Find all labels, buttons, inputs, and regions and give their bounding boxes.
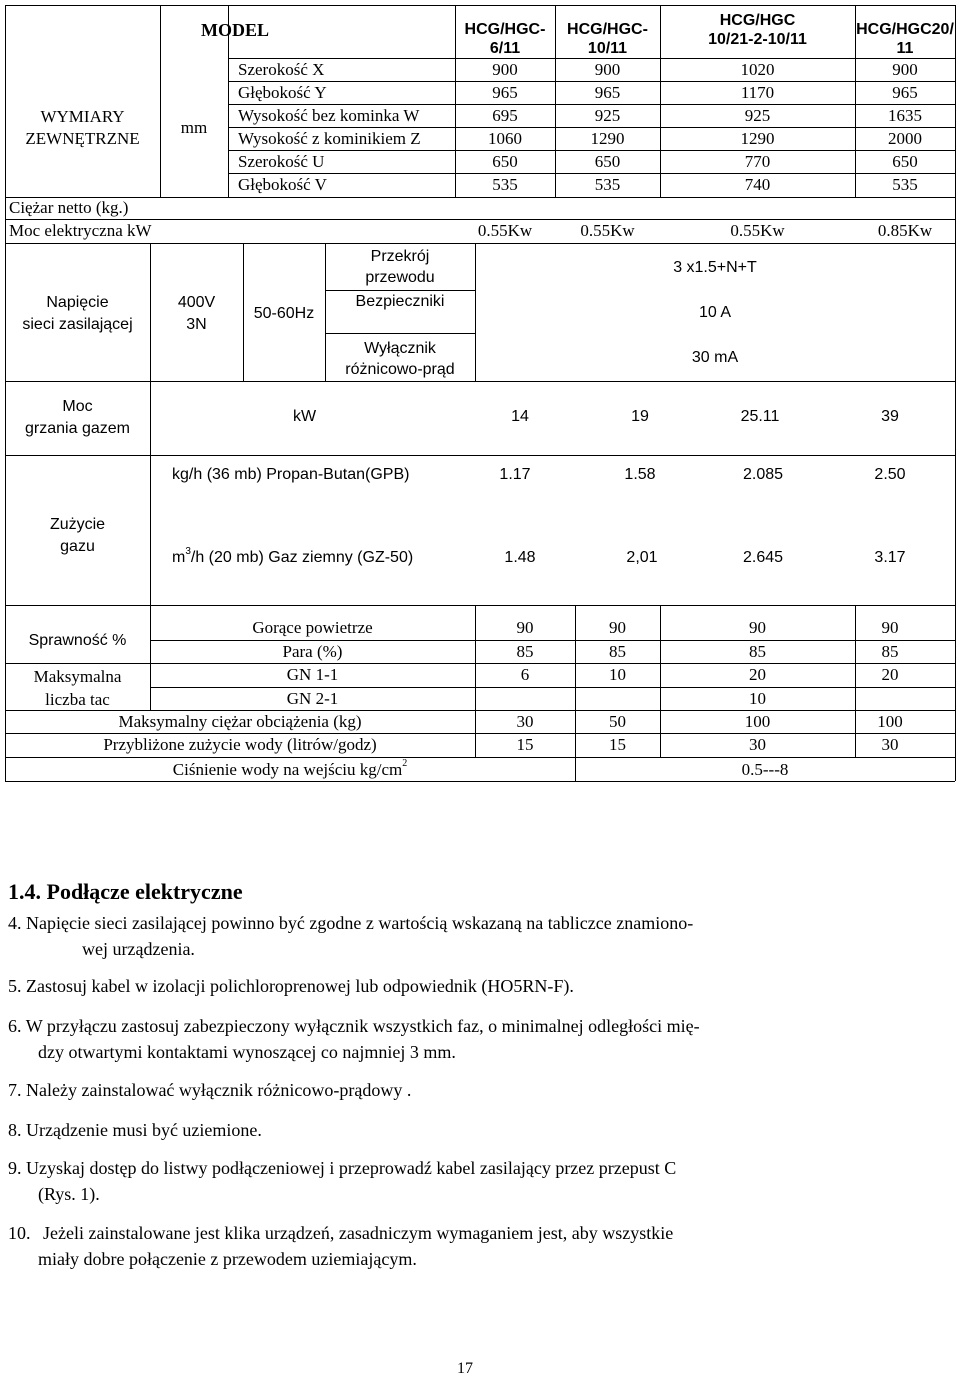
efficiency-value: 90 [749,618,766,637]
trays-value: 20 [881,665,899,684]
water-use-label: Przybliżone zużycie wody (litrów/godz) [103,735,377,754]
trays-label: Maksymalna liczba tac [33,667,122,709]
gas-usage-value: 2.50 [874,466,906,483]
efficiency-value: 90 [881,618,899,637]
efficiency-row-label: Gorące powietrze [252,618,373,637]
rcd-value: 30 mA [691,349,739,366]
section-heading: 1.4. Podłącze elektryczne [8,879,243,904]
water-use-value: 30 [749,735,766,754]
voltage-label: Napięcie sieci zasilającej [22,294,133,333]
water-use-value: 15 [609,735,626,754]
trays-value: 10 [749,689,766,708]
dim-value: 535 [492,175,518,194]
gas-usage-value: 2,01 [626,549,658,566]
dim-value: 900 [594,60,621,79]
dim-value: 535 [892,175,918,194]
trays-row-label: GN 2-1 [286,689,339,708]
dim-value: 965 [594,83,621,102]
water-use-value: 15 [516,735,534,754]
dim-value: 1290 [740,129,775,148]
efficiency-value: 85 [516,642,534,661]
gas-power-value: 25.11 [740,408,780,425]
dim-value: 650 [892,152,918,171]
trays-value: 20 [749,665,766,684]
dimensions-unit: mm [180,118,208,137]
model-header-3: HCG/HGC 10/21-2-10/11 [708,12,807,48]
fuses-value: 10 A [698,304,732,321]
gas-power-label: Moc grzania gazem [25,398,130,437]
dim-value: 965 [492,83,518,102]
gas-usage-value: 1.58 [624,466,656,483]
dim-value: 1020 [740,60,775,79]
dim-value: 1290 [590,129,625,148]
gas-usage-value: 3.17 [874,549,906,566]
dim-row-label: Szerokość U [238,152,325,171]
voltage-volt: 400V 3N [177,294,216,333]
gas-usage-row-label: kg/h (36 mb) Propan-Butan(GPB) [172,466,410,483]
gas-power-value: 14 [511,408,529,425]
voltage-freq: 50-60Hz [253,305,315,322]
max-load-value: 50 [609,712,626,731]
dim-value: 535 [594,175,621,194]
gas-usage-value: 2.645 [742,549,784,566]
weight-label: Ciężar netto (kg.) [9,198,129,217]
page-number: 17 [457,1360,473,1377]
dim-value: 650 [594,152,621,171]
trays-row-label: GN 1-1 [286,665,339,684]
rcd-label: Wyłącznik różnicowo-prąd [345,340,455,378]
dim-row-label: Głębokość V [238,175,327,194]
model-header-2: HCG/HGC- 10/11 [567,21,648,57]
efficiency-value: 85 [881,642,899,661]
model-header-4: HCG/HGC20/ 11 [856,21,954,57]
efficiency-value: 90 [516,618,534,637]
efficiency-value: 85 [609,642,626,661]
max-load-value: 100 [744,712,771,731]
max-load-value: 30 [516,712,534,731]
power-value: 0.85Kw [877,221,933,240]
dim-value: 1170 [740,83,775,102]
power-value: 0.55Kw [730,221,785,240]
list-item: 6. W przyłączu zastosuj zabezpieczony wyłącznik wszystkich faz, o minimalnej odległości mię- dzy otwartymi kontaktami wynoszącej co najmniej 3 mm. [8,1016,700,1062]
dim-value: 1060 [488,129,522,148]
power-value: 0.55Kw [580,221,635,240]
gas-power-value: 39 [881,408,899,425]
list-item: 9. Uzyskaj dostęp do listwy podłączeniowej i przeprowadź kabel zasilający przez przepust C (Rys. 1). [8,1158,677,1204]
gas-usage-value: 2.085 [742,466,784,483]
model-label: MODEL [200,20,269,40]
list-item: 4. Napięcie sieci zasilającej powinno być zgodne z wartością wskazaną na tabliczce znamiono- wej urządzenia. [8,913,694,959]
dim-value: 770 [744,152,771,171]
dim-value: 900 [892,60,918,79]
dim-value: 900 [492,60,518,79]
gas-usage-row-label: $m^3/h$ (20 mb) Gaz ziemny (GZ-50) [172,545,414,566]
dim-row-label: Wysokość bez kominka W [238,106,420,125]
power-label: Moc elektryczna kW [9,221,152,240]
dim-value: 925 [594,106,621,125]
dim-value: 925 [744,106,771,125]
list-item: 10. Jeżeli zainstalowane jest klika urządzeń, zasadniczym wymaganiem jest, aby wszystkie miały dobre połączenie z przewodem uziemiającym. [8,1223,674,1269]
dim-value: 650 [492,152,518,171]
dim-value: 965 [892,83,918,102]
water-pressure-label: Ciśnienie wody na wejściu $kg/cm^2$ [172,758,408,779]
gas-usage-value: 1.48 [504,549,536,566]
model-header-1: HCG/HGC- 6/11 [464,21,546,57]
dim-value: 740 [744,175,771,194]
water-use-value: 30 [881,735,899,754]
max-load-label: Maksymalny ciężar obciążenia (kg) [118,712,362,731]
dimensions-group-label: WYMIARY ZEWNĘTRZNE [25,107,140,148]
power-value: 0.55Kw [477,221,533,240]
dim-value: 695 [492,106,518,125]
dim-row-label: Głębokość Y [238,83,327,102]
gas-usage-value: 1.17 [499,466,531,483]
efficiency-value: 85 [749,642,766,661]
efficiency-row-label: Para (%) [282,642,343,661]
efficiency-value: 90 [609,618,626,637]
fuses-label: Bezpieczniki [355,293,445,310]
dim-row-label: Szerokość X [238,60,325,79]
cable-section-label: Przekrój przewodu [365,248,435,286]
cable-section-value: 3 x1.5+N+T [673,259,757,276]
efficiency-label: Sprawność % [28,632,127,649]
list-item: 5. Zastosuj kabel w izolacji polichloroprenowej lub odpowiednik (HO5RN-F). [8,976,574,996]
water-pressure-value: 0.5---8 [741,760,789,779]
list-item: 8. Urządzenie musi być uziemione. [8,1120,262,1140]
gas-power-unit: kW [293,408,317,425]
trays-value: 10 [609,665,626,684]
gas-power-value: 19 [631,408,649,425]
trays-value: 6 [520,665,530,684]
dim-row-label: Wysokość z kominikiem Z [238,129,421,148]
list-item: 7. Należy zainstalować wyłącznik różnicowo-prądowy . [8,1080,412,1100]
gas-usage-label: Zużycie gazu [49,516,106,555]
max-load-value: 100 [877,712,903,731]
dim-value: 1635 [888,106,922,125]
dim-value: 2000 [888,129,922,148]
